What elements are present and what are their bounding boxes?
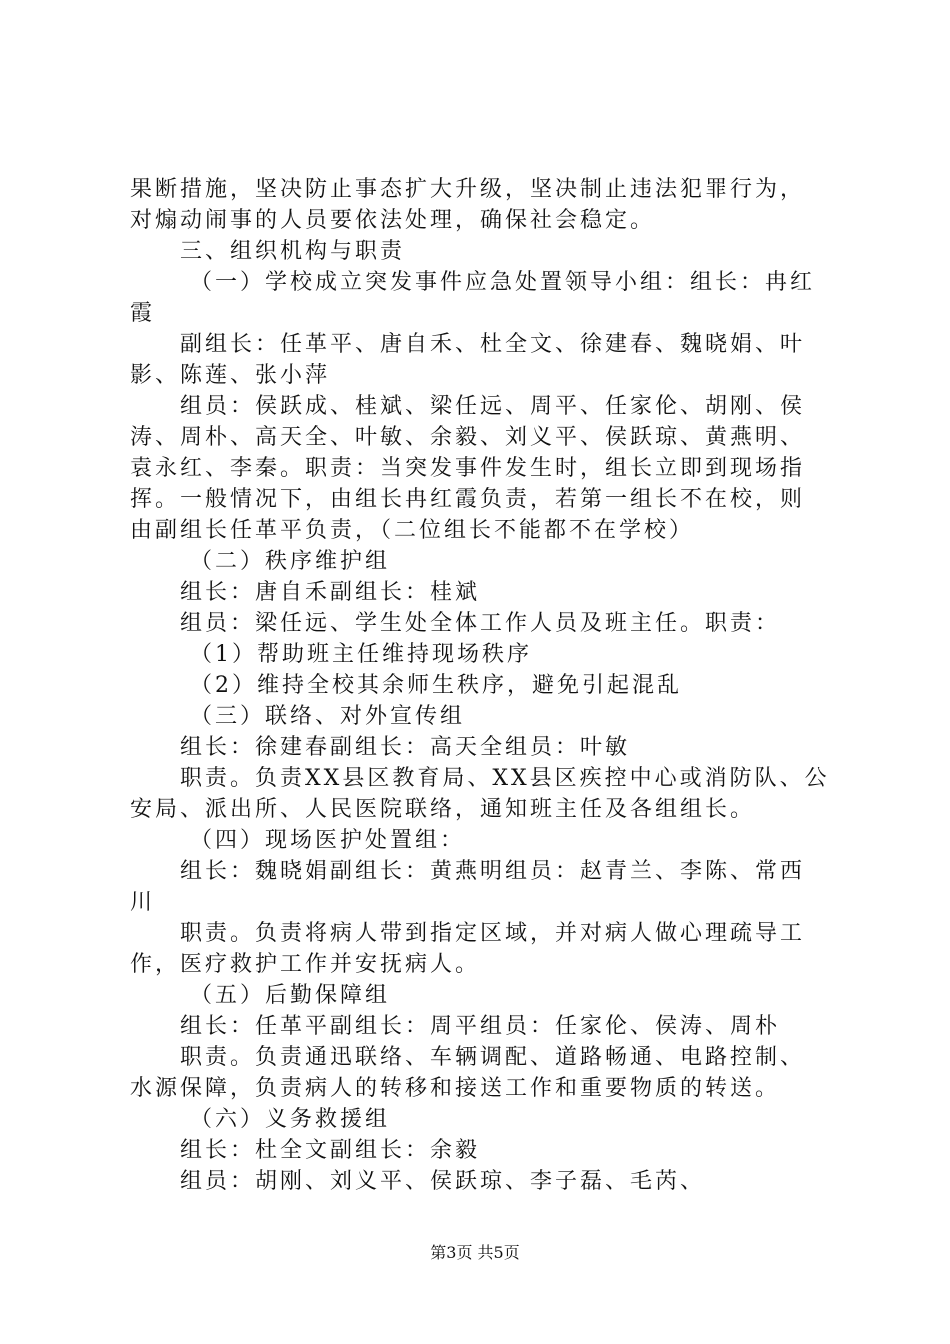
paragraph-line: 组长：徐建春副组长：高天全组员：叶敏	[180, 735, 631, 760]
paragraph-line: 副组长：任革平、唐自禾、杜全文、徐建春、魏晓娟、叶	[180, 332, 806, 357]
paragraph-line: 挥。一般情况下，由组长冉红霞负责，若第一组长不在校，则	[130, 487, 806, 512]
paragraph-line: 组长：唐自禾副组长：桂斌	[180, 580, 481, 605]
paragraph-line: 水源保障，负责病人的转移和接送工作和重要物质的转送。	[130, 1076, 781, 1101]
list-item: （1）帮助班主任维持现场秩序	[190, 642, 532, 667]
paragraph-line: 果断措施，坚决防止事态扩大升级，坚决制止违法犯罪行为，	[130, 177, 806, 202]
paragraph-line: 职责。负责将病人带到指定区域，并对病人做心理疏导工	[180, 921, 806, 946]
subsection-heading: （五）后勤保障组	[190, 983, 391, 1008]
paragraph-line: 涛、周朴、高天全、叶敏、余毅、刘义平、侯跃琼、黄燕明、	[130, 425, 806, 450]
subsection-heading: （三）联络、对外宣传组	[190, 704, 466, 729]
paragraph-line: 组员：梁任远、学生处全体工作人员及班主任。职责：	[180, 611, 781, 636]
subsection-heading: （一）学校成立突发事件应急处置领导小组：组长：冉红	[190, 270, 816, 295]
paragraph-line: 职责。负责通迅联络、车辆调配、道路畅通、电路控制、	[180, 1045, 806, 1070]
section-heading: 三、组织机构与职责	[180, 239, 406, 264]
paragraph-line: 对煽动闹事的人员要依法处理，确保社会稳定。	[130, 208, 656, 233]
paragraph-line: 霞	[130, 301, 156, 326]
paragraph-line: 袁永红、李秦。职责：当突发事件发生时，组长立即到现场指	[130, 456, 806, 481]
paragraph-line: 影、陈莲、张小萍	[130, 363, 331, 388]
list-item: （2）维持全校其余师生秩序，避免引起混乱	[190, 673, 682, 698]
paragraph-line: 安局、派出所、人民医院联络，通知班主任及各组组长。	[130, 797, 756, 822]
paragraph-line: 职责。负责XX县区教育局、XX县区疾控中心或消防队、公	[180, 766, 830, 791]
paragraph-line: 组长：杜全文副组长：余毅	[180, 1138, 481, 1163]
subsection-heading: （六）义务救援组	[190, 1107, 391, 1132]
paragraph-line: 作，医疗救护工作并安抚病人。	[130, 952, 481, 977]
subsection-heading: （四）现场医护处置组：	[190, 828, 466, 853]
paragraph-line: 川	[130, 890, 156, 915]
subsection-heading: （二）秩序维护组	[190, 549, 391, 574]
paragraph-line: 组长：任革平副组长：周平组员：任家伦、侯涛、周朴	[180, 1014, 781, 1039]
paragraph-line: 组长：魏晓娟副组长：黄燕明组员：赵青兰、李陈、常西	[180, 859, 806, 884]
paragraph-line: 由副组长任革平负责，（二位组长不能都不在学校）	[130, 518, 695, 543]
paragraph-line: 组员：胡刚、刘义平、侯跃琼、李子磊、毛芮、	[180, 1169, 706, 1194]
page-number-footer: 第3页 共5页	[430, 1243, 520, 1262]
paragraph-line: 组员：侯跃成、桂斌、梁任远、周平、任家伦、胡刚、侯	[180, 394, 806, 419]
